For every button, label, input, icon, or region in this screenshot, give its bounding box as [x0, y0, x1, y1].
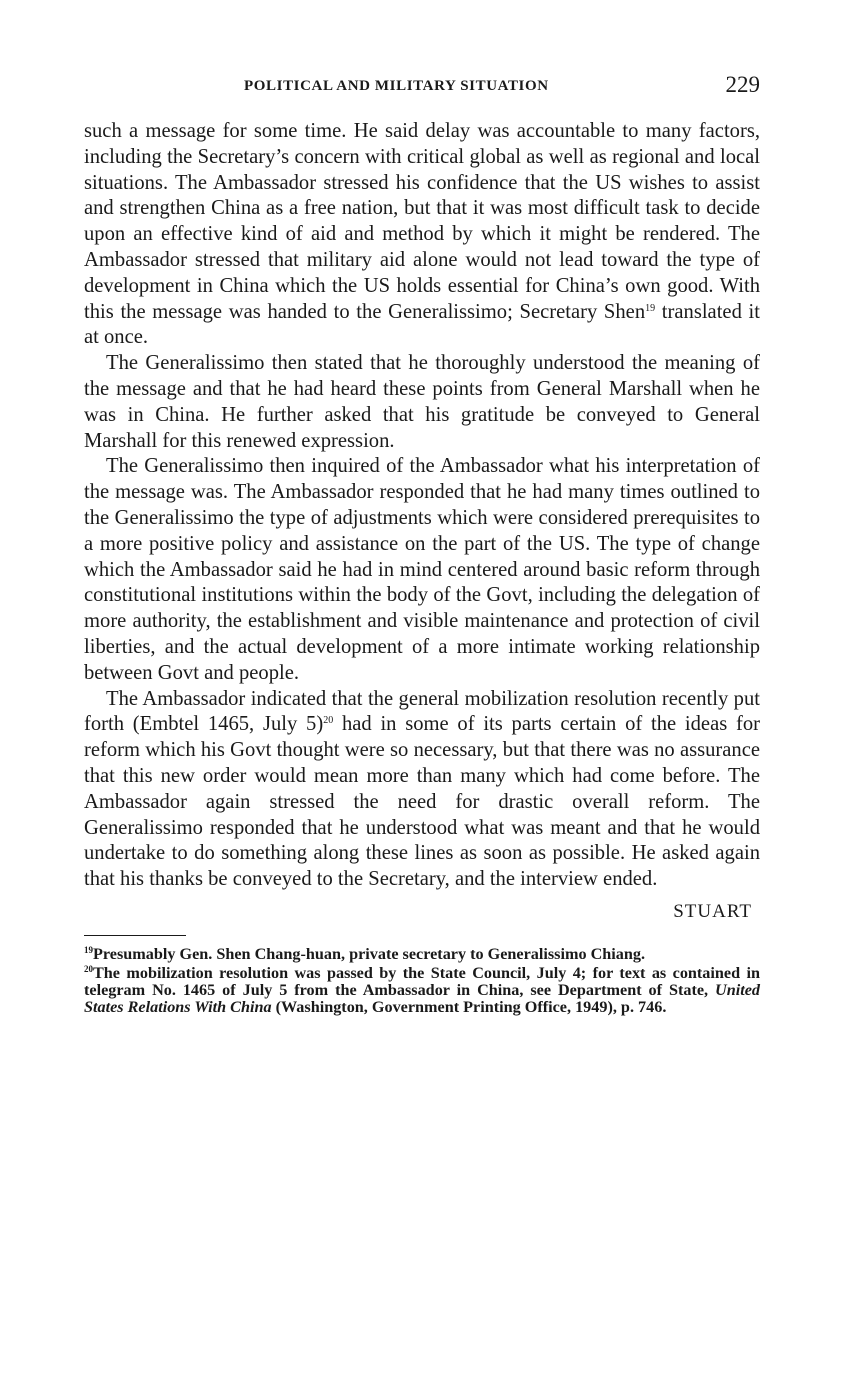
footnote-20-number: 20 — [84, 963, 93, 974]
paragraph-2 — [84, 351, 760, 454]
body-text — [84, 119, 760, 893]
paragraph-1 — [84, 119, 760, 351]
paragraph-4-text-after: had in some of its parts certain of the ideas for reform which his Govt thought were so necessary, but that there was no assurance that this new order would mean more than many which had come before. The Ambassador again stressed the need for drastic overall reform. The Generalissimo responded that he understood what was meant and that he would undertake to do something along these lines as soon as possible. He asked again that his thanks be conveyed to the Secretary, and the interview ended. — [84, 713, 760, 891]
signature: STUART — [673, 900, 752, 922]
footnote-ref-20: 20 — [323, 715, 334, 727]
footnote-19-text: Presumably Gen. Shen Chang-huan, private secretary to Generalissimo Chiang. — [93, 944, 646, 963]
footnote-20-text-before: The mobilization resolution was passed by the State Council, July 4; for text as contained in telegram No. 1465 of July 5 from the Ambassador in China, see Department of State, — [84, 963, 760, 999]
footnotes — [84, 946, 760, 1016]
footnote-divider — [84, 935, 186, 936]
paragraph-2-text: The Generalissimo then stated that he thoroughly understood the meaning of the message and that he had heard these points from General Marshall when he was in China. He further asked that his gratitude be conveyed to General Marshall for this renewed expression. — [84, 352, 760, 452]
footnote-19 — [84, 946, 760, 963]
running-head: POLITICAL AND MILITARY SITUATION — [244, 78, 549, 94]
paragraph-3 — [84, 454, 760, 686]
paragraph-4 — [84, 687, 760, 893]
footnote-20-title: United States Relations With China — [84, 980, 760, 1016]
paragraph-4-text: The Ambassador indicated that the general mobilization resolution recently put forth (Embtel 1465, July 5) — [84, 687, 760, 736]
footnote-20-text-after: (Washington, Government Printing Office, 1949), p. 746. — [271, 997, 667, 1016]
footnote-19-number: 19 — [84, 944, 93, 955]
paragraph-3-text: The Generalissimo then inquired of the Ambassador what his interpretation of the message was. The Ambassador responded that he had many times outlined to the Generalissimo the type of adjustments which were considered prerequisites to a more positive policy and assistance on the part of the US. The type of change which the Ambassador said he had in mind centered around basic reform through constitutional institutions within the body of the Govt, including the delegation of more authority, the establishment and visible maintenance and protection of civil liberties, and the actual development of a more intimate working relationship between Govt and people. — [84, 455, 760, 684]
document-page — [84, 70, 760, 1018]
paragraph-1-text: such a message for some time. He said delay was accountable to many factors, including the Secretary’s concern with critical global as well as regional and local situations. The Ambassador stressed his confidence that the US wishes to assist and strengthen China as a free nation, but that it was most difficult task to decide upon an effective kind of aid and method by which it might be rendered. The Ambassador stressed that military aid alone would not lead toward the type of development in China which the US holds essential for China’s own good. With this the message was handed to the Generalissimo; Secretary Shen — [84, 120, 760, 323]
footnote-20 — [84, 965, 760, 1016]
footnote-ref-19: 19 — [645, 302, 656, 314]
page-number: 229 — [725, 72, 760, 97]
page-header — [84, 70, 760, 106]
paragraph-1-text-after: translated it at once. — [84, 300, 760, 349]
